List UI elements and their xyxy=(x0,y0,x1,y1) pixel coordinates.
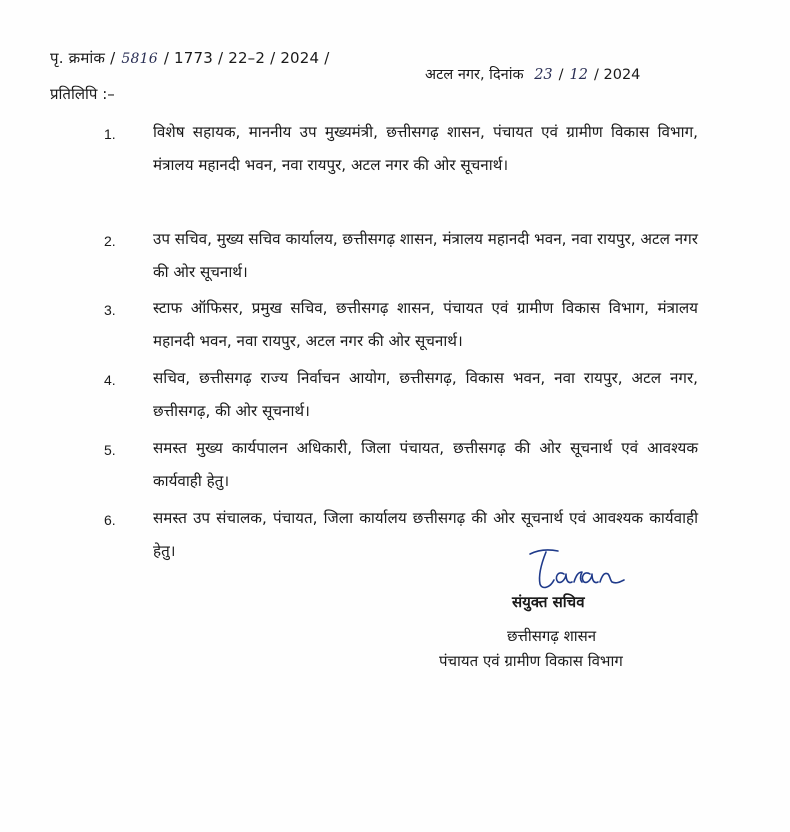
reference-suffix: / 1773 / 22–2 / 2024 / xyxy=(163,49,330,67)
list-item-number: 2. xyxy=(104,233,116,249)
list-item-text: समस्त मुख्य कार्यपालन अधिकारी, जिला पंचायत, छत्तीसगढ़ की ओर सूचनार्थ एवं आवश्यक कार्यवाही हेतु। xyxy=(153,439,698,490)
list-item-number: 3. xyxy=(104,302,116,318)
signatory-government: छत्तीसगढ़ शासन xyxy=(507,627,597,645)
reference-number-line xyxy=(50,48,330,68)
list-item-number: 6. xyxy=(104,512,116,528)
list-item-number: 4. xyxy=(104,372,116,388)
list-item-number: 5. xyxy=(104,442,116,458)
handwritten-date-day: 23 xyxy=(534,67,553,83)
handwritten-reference-number: 5816 xyxy=(121,51,158,67)
date-line: अटल नगर, दिनांक 23 / 12 / 2024 xyxy=(425,67,641,83)
signatory-department: पंचायत एवं ग्रामीण विकास विभाग xyxy=(439,652,623,670)
list-item-text: विशेष सहायक, माननीय उप मुख्यमंत्री, छत्तीसगढ़ शासन, पंचायत एवं ग्रामीण विकास विभाग, मंत्रालय महानदी भवन, नवा रायपुर, अटल नगर की ओर सूचनार्थ। xyxy=(153,123,698,174)
signatory-designation: संयुक्त सचिव xyxy=(512,593,585,611)
reference-prefix: पृ. क्रमांक / xyxy=(50,49,116,67)
handwritten-signature xyxy=(524,540,634,595)
list-item-text: उप सचिव, मुख्य सचिव कार्यालय, छत्तीसगढ़ शासन, मंत्रालय महानदी भवन, नवा रायपुर, अटल नगर की ओर सूचनार्थ। xyxy=(153,230,698,281)
date-prefix: अटल नगर, दिनांक xyxy=(425,67,524,83)
signature-block xyxy=(420,540,720,700)
list-item-text: समस्त उप संचालक, पंचायत, जिला कार्यालय छत्तीसगढ़ की ओर सूचनार्थ एवं आवश्यक कार्यवाही हेतु। xyxy=(153,509,698,560)
list-item-text: स्टाफ ऑफिसर, प्रमुख सचिव, छत्तीसगढ़ शासन, पंचायत एवं ग्रामीण विकास विभाग, मंत्रालय महानदी भवन, नवा रायपुर, अटल नगर की ओर सूचनार्थ। xyxy=(153,299,698,350)
handwritten-date-month: 12 xyxy=(569,67,588,83)
date-year: 2024 xyxy=(603,67,641,83)
list-item-number: 1. xyxy=(104,126,116,142)
copy-to-label: प्रतिलिपि :– xyxy=(50,85,115,103)
list-item-text: सचिव, छत्तीसगढ़ राज्य निर्वाचन आयोग, छत्तीसगढ़, विकास भवन, नवा रायपुर, अटल नगर, छत्तीसगढ़, की ओर सूचनार्थ। xyxy=(153,369,698,420)
